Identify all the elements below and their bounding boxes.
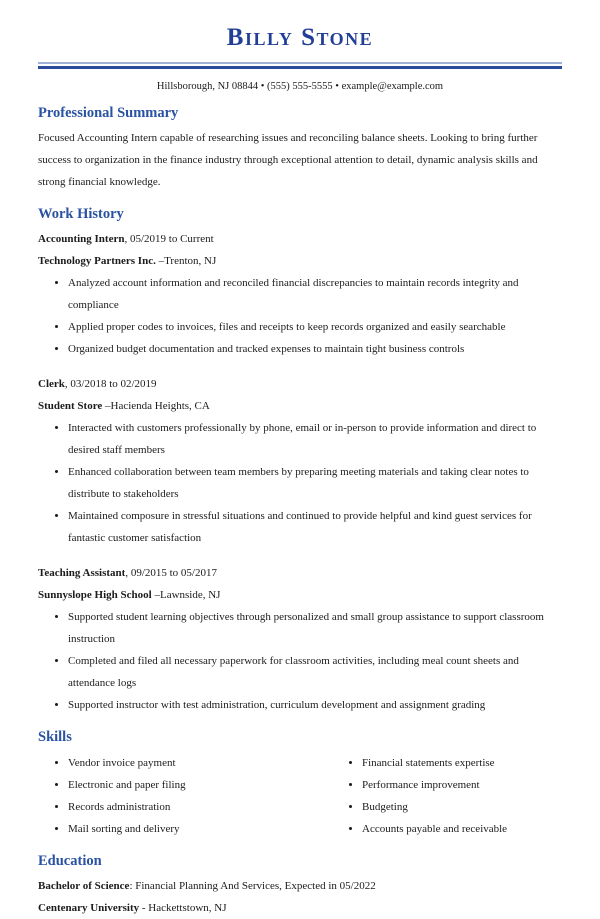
skill-item: • Mail sorting and delivery [68, 818, 332, 840]
skills-list-left [38, 752, 332, 840]
job-location: –Hacienda Heights, CA [102, 400, 210, 413]
job-role: Accounting Intern [38, 233, 125, 246]
skill-item: • Vendor invoice payment [68, 752, 332, 774]
bullet-item: • Maintained composure in stressful situations and continued to provide helpful and kind guest services for fantastic customer satisfaction [68, 505, 562, 549]
bullet-item: • Supported instructor with test administration, curriculum development and assignment grading [68, 694, 562, 716]
bullet-item: • Organized budget documentation and tracked expenses to maintain tight business controls [68, 338, 562, 360]
bullet-item: • Completed and filed all necessary paperwork for classroom activities, including meal count sheets and attendance logs [68, 650, 562, 694]
job-bullet-list [38, 417, 562, 549]
education-school: Centenary University [38, 902, 140, 915]
skills-list-right [332, 752, 562, 840]
skill-item: • Accounts payable and receivable [362, 818, 562, 840]
job-company-line [38, 395, 562, 417]
job-dates: , 09/2015 to 05/2017 [125, 567, 217, 580]
job-bullet-list [38, 606, 562, 716]
skills-columns [38, 752, 562, 840]
candidate-name: Billy Stone [226, 24, 374, 51]
job-block [38, 373, 562, 549]
skill-item: • Financial statements expertise [362, 752, 562, 774]
skill-item: • Records administration [68, 796, 332, 818]
bullet-item: • Interacted with customers professionally by phone, email or in-person to provide information and direct to desired staff members [68, 417, 562, 461]
skill-item: • Budgeting [362, 796, 562, 818]
company-name: Technology Partners Inc. [38, 255, 156, 268]
job-role: Clerk [38, 378, 65, 391]
job-company-line [38, 250, 562, 272]
job-title-line [38, 228, 562, 250]
company-name: Sunnyslope High School [38, 589, 152, 602]
education-degree-line [38, 875, 562, 897]
job-company-line [38, 584, 562, 606]
education-degree-detail: : Financial Planning And Services, Expected in 05/2022 [129, 880, 376, 893]
bullet-item: • Analyzed account information and reconciled financial discrepancies to maintain records integrity and compliance [68, 272, 562, 316]
skill-item: • Performance improvement [362, 774, 562, 796]
education-school-location: - Hackettstown, NJ [139, 902, 227, 915]
contact-line: Hillsborough, NJ 08844 • (555) 555-5555 • example@example.com [156, 80, 444, 92]
bullet-item: • Supported student learning objectives through personalized and small group assistance to support classroom instruction [68, 606, 562, 650]
job-block [38, 562, 562, 716]
job-role: Teaching Assistant [38, 567, 126, 580]
bullet-item: • Enhanced collaboration between team members by preparing meeting materials and taking clear notes to distribute to stakeholders [68, 461, 562, 505]
section-title-summary: Professional Summary [38, 104, 179, 121]
job-dates: , 05/2019 to Current [124, 233, 214, 246]
job-block [38, 228, 562, 360]
header-divider [38, 62, 562, 69]
bullet-item: • Applied proper codes to invoices, files and receipts to keep records organized and easily searchable [68, 316, 562, 338]
job-dates: , 03/2018 to 02/2019 [64, 378, 157, 391]
education-school-line [38, 897, 562, 919]
company-name: Student Store [38, 400, 103, 413]
job-location: –Trenton, NJ [155, 255, 217, 268]
section-title-skills: Skills [38, 729, 72, 746]
section-title-work-history: Work History [38, 205, 124, 222]
job-title-line [38, 562, 562, 584]
skill-item: • Electronic and paper filing [68, 774, 332, 796]
summary-text: Focused Accounting Intern capable of researching issues and reconciling balance sheets. Looking to bring further success to organization in the finance industry through exceptional attention to detail, dynamic analysis skills and strong financial knowledge. [38, 131, 538, 188]
divider-thick-rule [38, 66, 562, 69]
job-bullet-list [38, 272, 562, 360]
section-title-education: Education [38, 852, 102, 869]
education-degree: Bachelor of Science [38, 880, 130, 893]
job-location: –Lawnside, NJ [151, 589, 221, 602]
job-title-line [38, 373, 562, 395]
